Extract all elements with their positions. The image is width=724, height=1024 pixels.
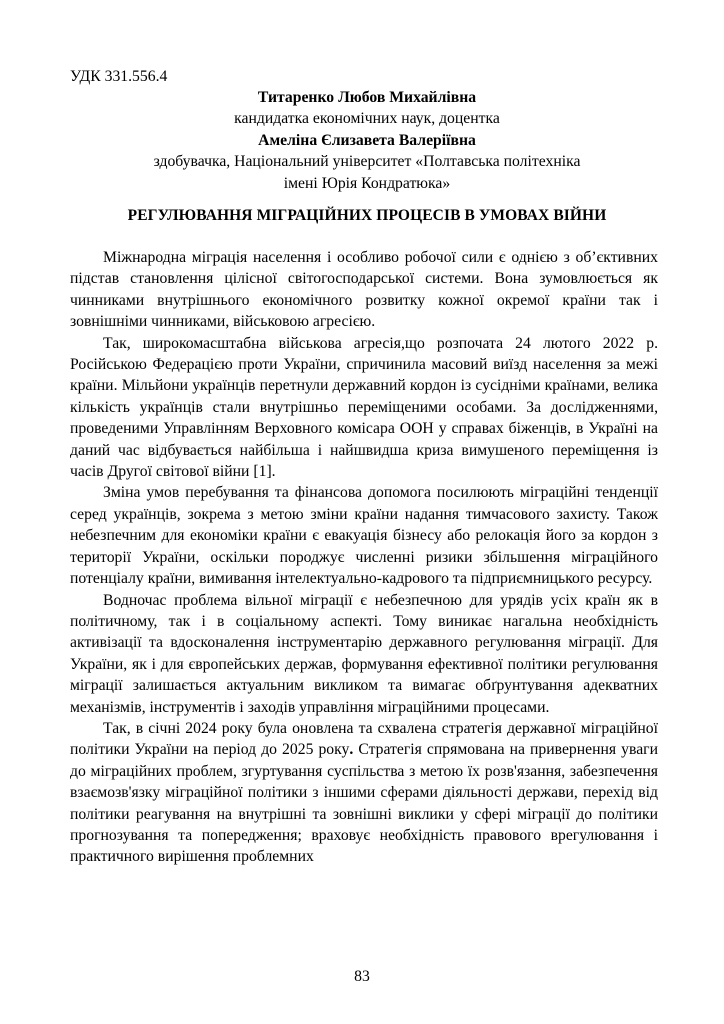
bold-period: . — [349, 741, 354, 759]
paragraph: Так, широкомасштабна військова агресія,що розпочата 24 лютого 2022 р. Російською Федерацією проти України, спричинила масовий виїзд населення за межі країни. Мільйони українців перетнули державний кордон із сусідніми країнами, велика кількість українців стали внутрішньо переміщеними особами. За дослідженнями, проведеними Управлінням Верховного комісара ООН у справах біженців, в Україні на даний час відбувається найбільша і найшвидша криза вимушеного переміщення із часів Другої світової війни [1]. — [70, 334, 658, 481]
udk-code: УДК 331.556.4 — [70, 68, 168, 85]
author-affiliation: кандидатка економічних наук, доцентка — [234, 110, 500, 128]
author-block — [70, 87, 664, 194]
author-name: Амеліна Єлизавета Валеріївна — [258, 131, 476, 149]
paragraph: Міжнародна міграція населення і особливо робочої сили є однією з об’єктивних підстав становлення цілісної світогосподарської системи. Вона зумовлюється як чинниками внутрішнього економічного розвитку кожної окремої країни так і зовнішніми чинниками, військовою агресією. — [70, 249, 658, 331]
paragraph: Водночас проблема вільної міграції є небезпечною для урядів усіх країн як в політичному, так і в соціальному аспекті. Тому виникає нагальна необхідність активізації та вдосконалення інструментарію державного регулювання міграції. Для України, як і для європейських держав, формування ефективної політики регулювання міграції залишається актуальним викликом та вимагає обґрунтування адекватних механізмів, інструментів і заходів управління міграційними процесами. — [70, 591, 658, 716]
paragraph — [70, 718, 658, 868]
article-title: РЕГУЛЮВАННЯ МІГРАЦІЙНИХ ПРОЦЕСІВ В УМОВАХ ВІЙНИ — [127, 207, 607, 224]
author-name: Титаренко Любов Михайлівна — [257, 89, 477, 106]
paragraph-text: Стратегія спрямована на привернення уваги до міграційних проблем, згуртування суспільства з метою їх розв'язання, забезпечення взаємозв'язку міграційної політики з іншими сферами діяльності держави, перехід від політики реагування на внутрішні та зовнішні виклики у сфері міграції до політики прогнозування та попередження; враховує необхідність правового врегулювання і практичного вирішення проблемних — [70, 741, 659, 866]
author-affiliation: здобувачка, Національний університет «Полтавська політехніка — [153, 153, 581, 171]
article-body — [70, 247, 658, 868]
paragraph: Зміна умов перебування та фінансова допомога посилюють міграційні тенденції серед українців, зокрема з метою зміни країни надання тимчасового захисту. Також небезпечним для економіки країни є евакуація бізнесу або релокація його за кордон з території України, оскільки породжує численні ризики збільшення міграційного потенціалу країни, вимивання інтелектуально-кадрового та підприємницького ресурсу. — [70, 484, 658, 588]
author-affiliation: імені Юрія Кондратюка» — [283, 174, 451, 192]
paragraph-text: Так, в січні 2024 року була оновлена та схвалена стратегія державної міграційної політики України на період до 2025 року — [70, 719, 658, 759]
page-number: 83 — [354, 968, 370, 985]
